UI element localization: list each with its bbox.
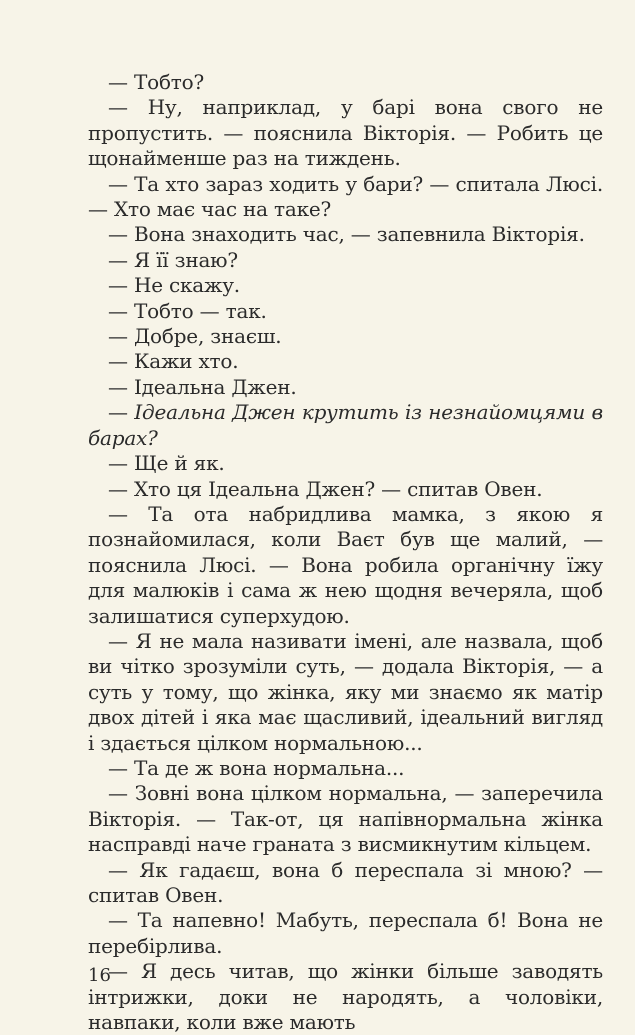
paragraph: — Ідеальна Джен. (108, 374, 297, 399)
paragraph: — Я десь читав, що жінки більше заводять інтрижки, доки не народять, а чоловіки, навпаки, коли вже мають (88, 959, 603, 1035)
paragraph: — Зовні вона цілком нормальна, — заперечила Вікторія. — Так-от, ця напівнормальна жінка насправді наче граната з висмикнутим кільцем. (88, 781, 603, 857)
paragraph: — Та ота набридлива мамка, з якою я познайомилася, коли Ваєт був ще малий, — пояснила Люсі. — Вона робила органічну їжу для малюків і сама ж нею щодня вечеряла, щоб залишатися суперхудою. (88, 501, 603, 628)
paragraph: — Та хто зараз ходить у бари? — спитала Люсі. — Хто має час на таке? (88, 171, 603, 222)
paragraph: — Тобто? (108, 70, 205, 94)
paragraph: — Ну, наприклад, у барі вона свого не пропустить. — пояснила Вікторія. — Робить це щонайменше раз на тиждень. (88, 95, 603, 171)
italic-text: Ідеальна Джен крутить із незнайомцями в барах? (88, 400, 603, 450)
paragraph: — Як гадаєш, вона б переспала зі мною? — спитав Овен. (88, 857, 603, 907)
paragraph: — Та де ж вона нормальна... (108, 755, 405, 780)
paragraph: — Я її знаю? (108, 247, 238, 272)
dash: — (108, 400, 135, 425)
paragraph: — Вона знаходить час, — запевнила Вікторія. (108, 222, 585, 247)
paragraph: — Хто ця Ідеальна Джен? — спитав Овен. (108, 476, 543, 501)
paragraph: — Тобто — так. (108, 298, 267, 323)
paragraph: — Не скажу. (108, 273, 240, 298)
paragraph: — Добре, знаєш. (108, 324, 282, 349)
page-body (88, 70, 603, 1035)
paragraph: — Та напевно! Мабуть, переспала б! Вона не перебірлива. (88, 908, 603, 958)
paragraph: — Кажи хто. (108, 349, 239, 374)
paragraph: — Я не мала називати імені, але назвала, щоб ви чітко зрозуміли суть, — додала Вікторія, — а суть у тому, що жінка, яку ми знаємо як матір двох дітей і яка має щасливий, ідеальний вигляд і здається цілком нормальною... (88, 628, 603, 755)
page-number: 16 (88, 965, 111, 986)
paragraph-italic (88, 400, 603, 451)
paragraph: — Ще й як. (108, 451, 225, 476)
